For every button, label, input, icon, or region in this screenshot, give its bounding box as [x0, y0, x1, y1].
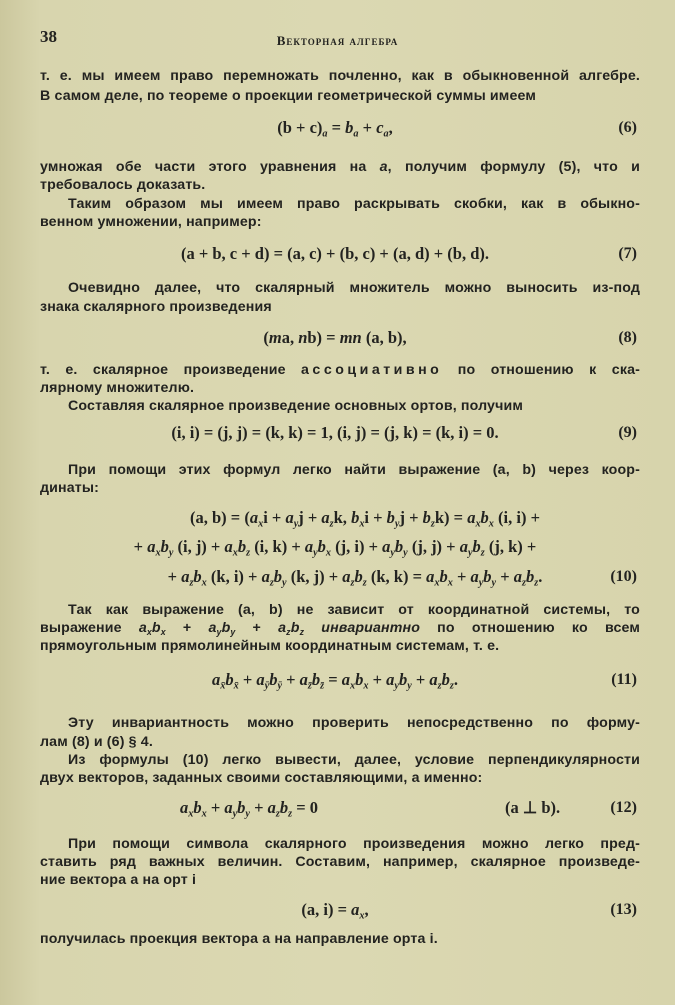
text-line: лам (8) и (6) § 4. [40, 734, 153, 750]
text-line: прямоугольным прямолинейным координатным системам, т. е. [40, 638, 500, 654]
text-line: умножая обе части этого уравнения на a, получим формулу (5), что и [40, 159, 640, 175]
text-line: т. е. мы имеем право перемножать почленно, как в обыкновенной алгебре. [40, 68, 640, 84]
text-line: В самом деле, по теореме о проекции геометрической суммы имеем [40, 88, 536, 104]
text-line: Очевидно далее, что скалярный множитель можно выносить из-под [68, 280, 640, 296]
page-number: 38 [40, 27, 57, 46]
equation-9: (i, i) = (j, j) = (k, k) = 1, (i, j) = (j, k) = (k, i) = 0. [171, 423, 499, 442]
equation-number: (12) [610, 799, 637, 816]
equation-10-line-1: (a, $b) = (a_xi + a_yj + a_zk$, $b_xi + b_yj + b_zk) = a_xb_x$ (i, i) + [190, 508, 540, 530]
equation-number: (8) [618, 329, 637, 346]
equation-12: $a_xb_x + a_yb_y + a_zb_z = 0$ [180, 798, 318, 820]
equation-number: (7) [618, 245, 637, 262]
text-line: т. е. скалярное произведение ассоциативно по отношению к ска- [40, 362, 640, 378]
equation-8: (ma, nb) = mn (a, b), [263, 328, 407, 347]
text-line: Эту инвариантность можно проверить непосредственно по форму- [68, 715, 640, 731]
equation-12-condition: (a ⊥ b). [505, 798, 561, 817]
text-line: ние вектора a на орт i [40, 872, 197, 888]
text-line: требовалось доказать. [40, 177, 206, 193]
text-line: получилась проекция вектора a на направление орта i. [40, 931, 438, 947]
text-line: Так как выражение (a, b) не зависит от координатной системы, то [68, 602, 640, 618]
text-line: При помощи символа скалярного произведения можно легко пред- [68, 836, 640, 852]
equation-13: (a, $i) = a_x$, [301, 900, 369, 922]
text-line: венном умножении, например: [40, 214, 262, 230]
equation-10-line-3: + $a_zb_x$ (k, $i) + a_zb_y$ (k, $j) + a_zb_z$ (k, $k) = a_xb_x + a_yb_y + a_zb_z$. [167, 567, 543, 589]
equation-number: (9) [618, 424, 637, 441]
text-line: Таким образом мы имеем право раскрывать скобки, как в обыкно- [68, 196, 640, 212]
text-line: Составляя скалярное произведение основных ортов, получим [68, 398, 523, 414]
text-line: лярному множителю. [40, 380, 195, 396]
equation-10-line-2: + $a_xb_y$ (i, $j) + a_xb_z$ (i, $k) + a_yb_x$ (j, $i) + a_yb_y$ (j, $j) + a_yb_z$ (j, k) + [133, 537, 537, 559]
equation-number: (13) [610, 901, 637, 918]
equation-11: $a_{x̄}b_{x̄} + a_ȳb_ȳ + a_{z̄}b_{z̄} = a_xb_x + a_yb_y + a_zb_z$. [212, 670, 458, 692]
equation-number: (11) [611, 671, 637, 688]
text-line: Из формулы (10) легко вывести, далее, условие перпендикулярности [68, 752, 640, 768]
text-line: ставить ряд важных величин. Составим, например, скалярное произведе- [40, 854, 640, 870]
running-title: Векторная алгебра [276, 33, 399, 48]
equation-6: $(b + c)_a = b_a + c_a$, [277, 118, 393, 140]
equation-7: (a + b, c + d) = (a, c) + (b, c) + (a, d) + (b, d). [180, 244, 489, 263]
text-line: выражение $a_xb_x + a_yb_y + a_zb_z$ инвариантно по отношению ко всем [40, 620, 640, 638]
text-line: знака скалярного произведения [40, 299, 272, 315]
equation-number: (10) [610, 568, 637, 585]
text-line: двух векторов, заданных своими составляющими, а именно: [40, 770, 483, 786]
text-line: динаты: [40, 480, 100, 496]
text-line: При помощи этих формул легко найти выражение (a, b) через коор- [68, 462, 640, 478]
equation-number: (6) [618, 119, 637, 136]
